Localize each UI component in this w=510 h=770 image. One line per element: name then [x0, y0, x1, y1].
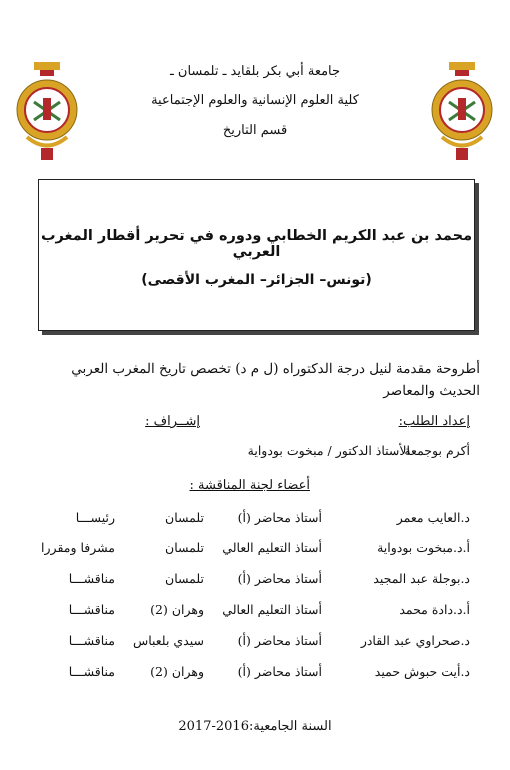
jury-name: أ.د.دادة محمد: [399, 602, 470, 617]
jury-role: مناقشـــا: [68, 602, 115, 617]
prepared-by-label: إعداد الطلب:: [398, 414, 470, 429]
jury-name: د.العايب معمر: [396, 510, 470, 525]
jury-role: مناقشـــا: [68, 664, 115, 679]
university-name: جامعة أبي بكر بلقايد ـ تلمسان ـ: [169, 64, 341, 79]
jury-rank: أستاذ محاضر (أ): [237, 633, 322, 648]
jury-institution: وهران (2): [150, 602, 204, 617]
jury-name: د.بوجلة عبد المجيد: [373, 571, 470, 586]
jury-label: أعضاء لجنة المناقشة :: [189, 478, 310, 493]
jury-role: مناقشـــا: [68, 571, 115, 586]
jury-rank: أستاذ التعليم العالي: [222, 602, 322, 617]
student-name: أكرم بوجمعة: [404, 443, 470, 458]
thesis-purpose: [40, 358, 480, 402]
jury-rank: أستاذ التعليم العالي: [222, 540, 322, 555]
jury-role: مشرفا ومقررا: [41, 540, 115, 555]
thesis-title: محمد بن عبد الكريم الخطابي ودوره في تحرير أقطار المغرب العربي: [40, 228, 473, 260]
academic-year: السنة الجامعية:2016-2017: [178, 719, 332, 734]
jury-rank: أستاذ محاضر (أ): [237, 664, 322, 679]
supervision-label: إشــراف :: [145, 414, 200, 429]
department-name: قسم التاريخ: [222, 123, 288, 138]
jury-institution: تلمسان: [165, 540, 204, 555]
jury-rank: أستاذ محاضر (أ): [237, 510, 322, 525]
supervisor-name: الأستاذ الدكتور / مبخوت بودواية: [247, 443, 410, 458]
purpose-line-2: الحديث والمعاصر: [383, 383, 480, 399]
jury-institution: وهران (2): [150, 664, 204, 679]
jury-institution: سيدي بلعباس: [132, 633, 204, 648]
jury-rank: أستاذ محاضر (أ): [237, 571, 322, 586]
purpose-line-1: أطروحة مقدمة لنيل درجة الدكتوراه (ل م د) تخصص تاريخ المغرب العربي: [71, 361, 480, 377]
thesis-subtitle: (تونس– الجزائر– المغرب الأقصى): [141, 272, 372, 288]
jury-name: أ.د.مبخوت بودواية: [377, 540, 470, 555]
jury-role: مناقشـــا: [68, 633, 115, 648]
thesis-title-box: [38, 179, 475, 331]
jury-institution: تلمسان: [165, 571, 204, 586]
faculty-name: كلية العلوم الإنسانية والعلوم الإجتماعية: [151, 93, 359, 108]
jury-institution: تلمسان: [165, 510, 204, 525]
jury-name: د.أيت حبوش حميد: [374, 664, 470, 679]
jury-role: رئيســـا: [75, 510, 115, 525]
jury-name: د.صحراوي عبد القادر: [360, 633, 470, 648]
